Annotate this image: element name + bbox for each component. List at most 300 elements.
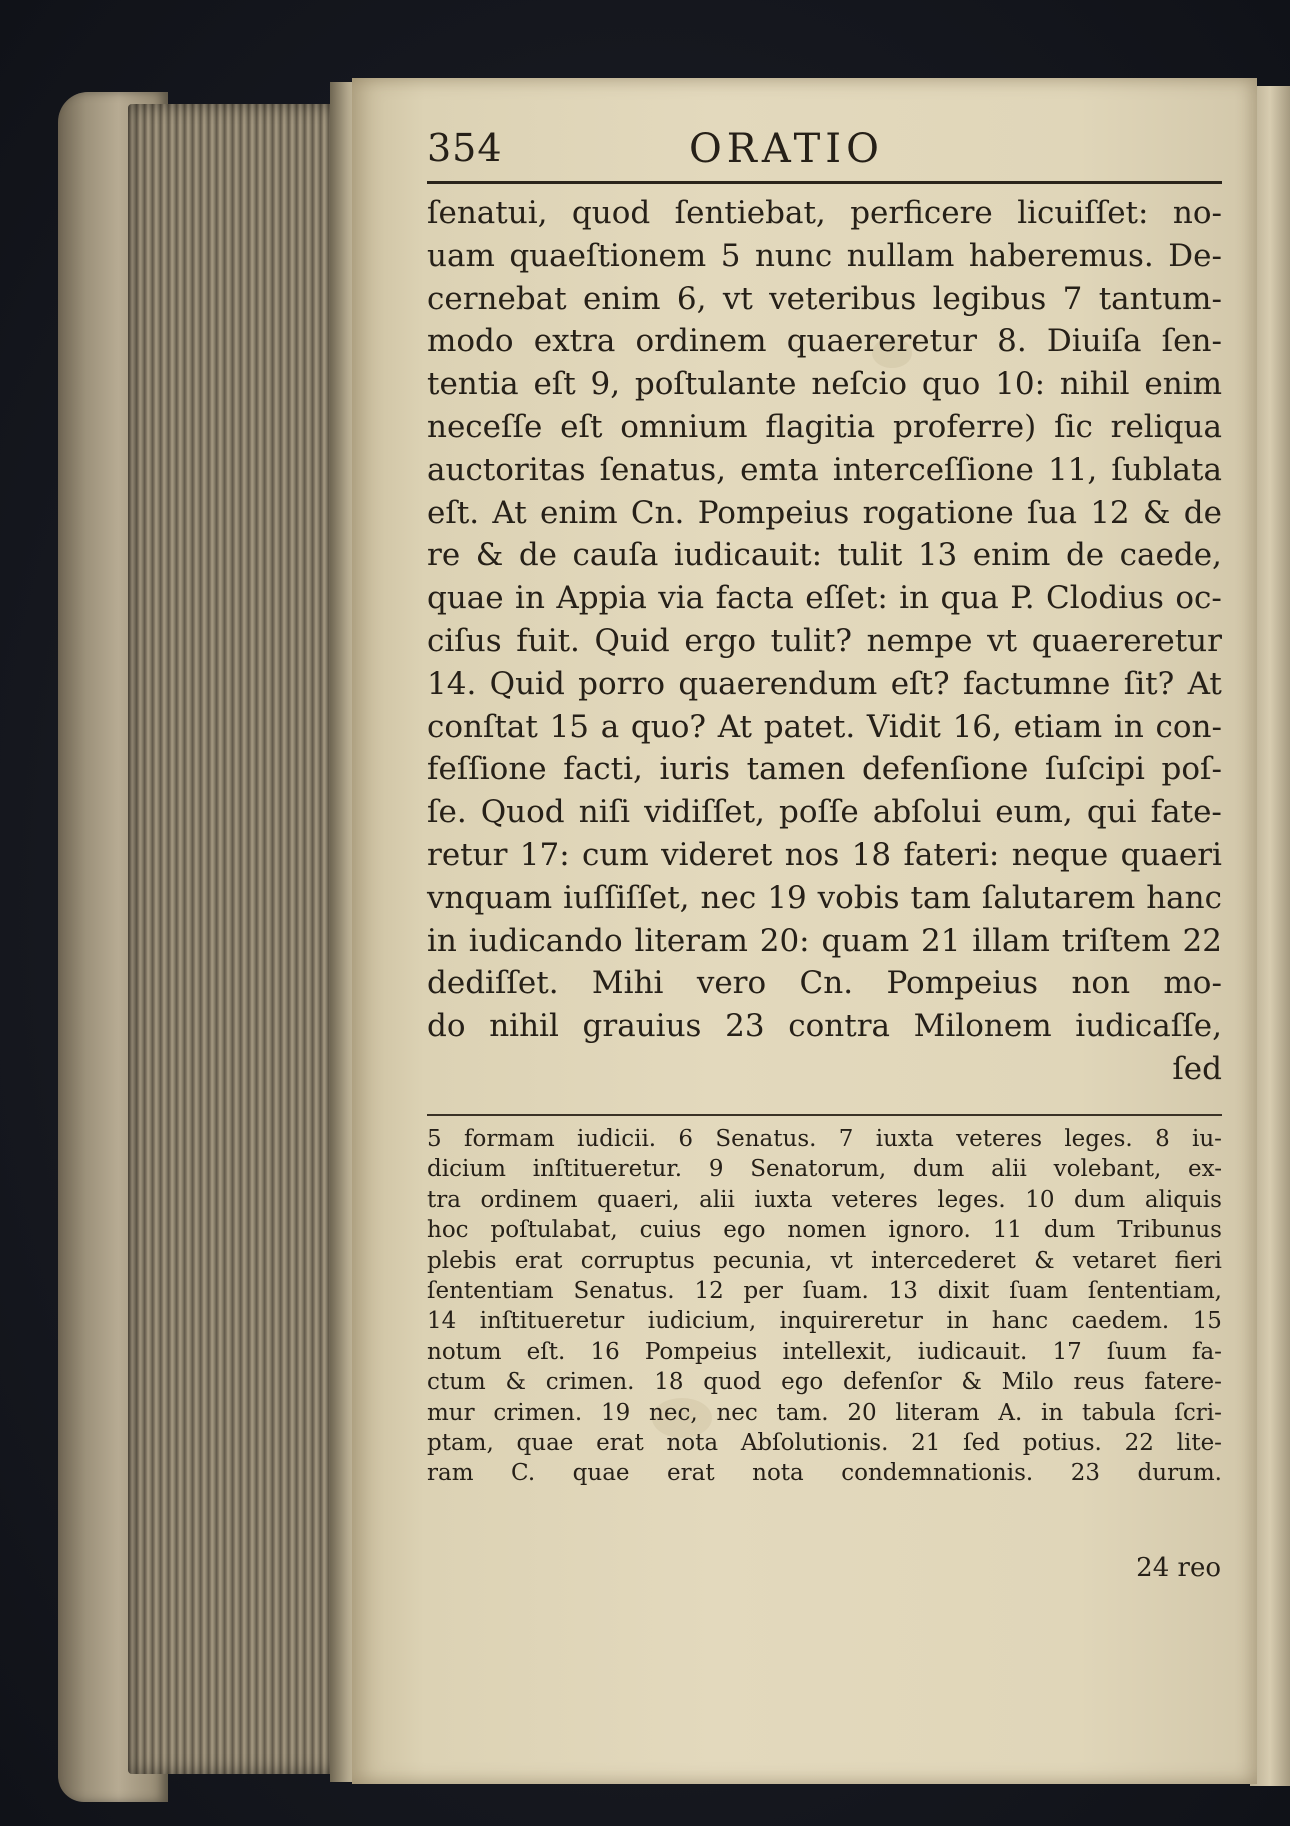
word: 9,	[590, 366, 621, 403]
word: nec	[700, 879, 757, 916]
word: poſtulabat,	[490, 1217, 618, 1244]
word: fatere-	[1144, 1369, 1222, 1396]
word: quod	[703, 1369, 762, 1396]
word: quae	[572, 1460, 630, 1487]
word: iudicando	[468, 922, 623, 959]
page-edges-stack	[128, 104, 346, 1774]
word: ſenatui,	[427, 195, 548, 231]
word: C.	[511, 1460, 536, 1487]
word: &	[505, 1369, 526, 1396]
word: perficere	[850, 195, 993, 231]
word: dum	[912, 1156, 965, 1183]
word: tam	[910, 879, 971, 916]
word: vero	[696, 965, 767, 1002]
word: triſtem	[1061, 922, 1171, 959]
text-line	[427, 449, 1222, 492]
text-line	[427, 1048, 1222, 1091]
word: formam	[463, 1126, 555, 1152]
word: nec,	[649, 1399, 698, 1426]
word: mo-	[1163, 965, 1222, 1002]
word: literam	[895, 1399, 980, 1426]
word: nota	[752, 1460, 804, 1487]
word: tamen	[746, 751, 846, 788]
word: erat	[667, 1460, 715, 1487]
word: iuxta	[875, 1126, 934, 1152]
word: re	[427, 537, 461, 574]
footnote-rule	[427, 1114, 1222, 1116]
text-line	[427, 492, 1222, 535]
word: erat	[514, 1247, 563, 1274]
word: nunc	[754, 237, 833, 274]
word: 12	[1090, 494, 1130, 531]
text-line	[427, 706, 1222, 749]
word: feſſione	[427, 751, 547, 788]
word: fa-	[1191, 1338, 1222, 1365]
word: facti,	[563, 751, 643, 788]
word: cum	[582, 836, 649, 873]
word: quaereretur	[786, 323, 977, 360]
word: in	[515, 580, 545, 617]
word: quo	[921, 366, 981, 403]
word: nec	[716, 1399, 758, 1426]
word: Vidit	[866, 708, 941, 745]
word: grauius	[582, 1008, 702, 1045]
word: inquireretur	[779, 1308, 923, 1335]
word: ſcri-	[1174, 1399, 1222, 1426]
word: condemnationis.	[841, 1460, 1034, 1487]
word: At	[717, 708, 753, 745]
word: 21	[911, 1429, 941, 1456]
word: inſtitueretur	[479, 1308, 625, 1335]
word: quaeri	[1120, 836, 1222, 873]
word: enim	[1144, 366, 1222, 403]
word: Appia	[556, 580, 647, 617]
word: volebant,	[1053, 1156, 1162, 1183]
word: 5	[720, 237, 741, 274]
word: Pompeius	[644, 1338, 758, 1365]
word: ex-	[1188, 1156, 1222, 1183]
word: tulit	[837, 537, 903, 574]
header-rule	[427, 181, 1222, 184]
word: inſtitueretur.	[532, 1156, 683, 1183]
word: tra	[427, 1186, 461, 1213]
word: quam	[821, 922, 910, 959]
word: 10:	[995, 366, 1046, 403]
word: niſi	[578, 794, 631, 831]
word: Quid	[594, 622, 670, 659]
word: poſſe	[778, 794, 859, 831]
word: ctum	[427, 1369, 486, 1396]
catchword: 24 reo	[1136, 1553, 1221, 1583]
word: proferre)	[893, 408, 1037, 445]
word: fate-	[1150, 794, 1222, 831]
word: intercederet	[871, 1247, 1016, 1274]
word: iuris	[659, 751, 731, 788]
word: Cn.	[799, 965, 854, 1002]
word: quod	[571, 195, 651, 231]
word: Pompeius	[697, 494, 850, 531]
word: ram	[427, 1460, 474, 1487]
word: crimen.	[545, 1369, 635, 1396]
word: dixit	[937, 1277, 990, 1304]
word: conſtat	[427, 708, 538, 745]
word: facta	[715, 580, 794, 617]
word: eſt	[560, 408, 603, 445]
word: contra	[788, 1008, 890, 1045]
word: nota	[666, 1429, 719, 1456]
text-line	[427, 877, 1222, 920]
word: vnquam	[427, 879, 553, 916]
word: auctoritas	[427, 451, 586, 488]
word: eſt.	[427, 494, 480, 531]
word: De-	[1168, 237, 1222, 274]
word: cauſa	[572, 537, 659, 574]
word: At	[492, 494, 527, 531]
word: ſentiebat,	[674, 195, 826, 231]
footnote-line	[427, 1154, 1222, 1184]
word: iu-	[1192, 1126, 1222, 1152]
word: iuxta	[754, 1186, 813, 1213]
word: illam	[972, 922, 1050, 959]
word: 8	[1155, 1126, 1170, 1152]
text-line	[427, 320, 1222, 363]
word: nihil	[1059, 366, 1130, 403]
word: durum.	[1137, 1460, 1222, 1487]
word: ſuam.	[802, 1277, 869, 1304]
footnote-line	[427, 1398, 1222, 1428]
word: ſententiam,	[1087, 1277, 1222, 1304]
word: a	[600, 708, 620, 745]
word: alii	[991, 1156, 1027, 1183]
word: veteres	[831, 1186, 918, 1213]
word: hanc	[1146, 879, 1222, 916]
word: 7	[1062, 280, 1083, 317]
word: 22	[1124, 1429, 1154, 1456]
word: 18	[654, 1369, 684, 1396]
footnote-line	[427, 1428, 1222, 1458]
word: ordinem	[635, 323, 767, 360]
word: iudicii.	[576, 1126, 657, 1152]
footnote-line	[427, 1367, 1222, 1397]
word: 6,	[676, 280, 707, 317]
word: ſen-	[1161, 323, 1222, 360]
word: in	[1041, 1399, 1064, 1426]
word: in	[899, 580, 930, 617]
word: de	[1065, 537, 1105, 574]
word: ſic	[1054, 408, 1093, 445]
word: quaerendum	[678, 665, 878, 702]
word: ſenatus,	[599, 451, 727, 488]
footnote-line	[427, 1246, 1222, 1276]
word: Senatorum,	[750, 1156, 887, 1183]
word: 11,	[1047, 451, 1098, 488]
footnote-line	[427, 1185, 1222, 1215]
word: non	[1071, 965, 1131, 1002]
word: 16,	[952, 708, 1002, 745]
word: iuſſiſſet,	[563, 879, 690, 916]
word: plebis	[427, 1247, 497, 1274]
word: ergo	[684, 622, 756, 659]
word: quae	[516, 1429, 574, 1456]
word: ſuam	[1009, 1277, 1069, 1304]
word: patet.	[763, 708, 856, 745]
word: porro	[578, 665, 665, 702]
text-line	[427, 1005, 1222, 1048]
footnote-line	[427, 1124, 1222, 1154]
word: cernebat	[427, 280, 567, 317]
word: rogatione	[862, 494, 1014, 531]
word: qua	[940, 580, 999, 617]
word: tabula	[1081, 1399, 1156, 1426]
word: ſua	[1027, 494, 1077, 531]
word: 12	[694, 1277, 724, 1304]
word: tantum-	[1098, 280, 1222, 317]
word: 15	[1192, 1308, 1222, 1335]
word: &	[1142, 494, 1171, 531]
word: ſit?	[1123, 665, 1175, 702]
word: con-	[1155, 708, 1222, 745]
word: reus	[1073, 1369, 1125, 1396]
word: crimen.	[493, 1399, 583, 1426]
text-line	[427, 406, 1222, 449]
word: Quid	[489, 665, 565, 702]
footnote-line	[427, 1276, 1222, 1306]
text-line	[427, 748, 1222, 791]
word: ego	[781, 1369, 824, 1396]
word: abſolui	[872, 794, 982, 831]
word: eum,	[995, 794, 1073, 831]
word: cuius	[639, 1217, 702, 1244]
word: 5	[427, 1126, 442, 1152]
word: vetaret	[1072, 1247, 1157, 1274]
footnote-line	[427, 1337, 1222, 1367]
word: quo?	[630, 708, 707, 745]
word: nos	[784, 836, 840, 873]
word: dediſſet.	[427, 965, 559, 1002]
word: neſcio	[811, 366, 908, 403]
text-line	[427, 663, 1222, 706]
word: tulit?	[770, 622, 852, 659]
text-line	[427, 534, 1222, 577]
word: Cn.	[630, 494, 685, 531]
word: vt	[987, 622, 1018, 659]
word: in	[427, 922, 457, 959]
word: neceſſe	[427, 408, 543, 445]
word: qui	[1086, 794, 1137, 831]
word: hoc	[427, 1217, 469, 1244]
text-line	[427, 577, 1222, 620]
word: quae	[427, 580, 504, 617]
word: extra	[533, 323, 616, 360]
word: lite-	[1176, 1429, 1222, 1456]
word: notum	[427, 1338, 502, 1365]
page-number: 354	[427, 126, 503, 170]
word: nomen	[787, 1217, 867, 1244]
word: modo	[427, 323, 514, 360]
word: licuiſſet:	[1017, 195, 1149, 231]
word: vt	[722, 280, 753, 317]
word: mur	[427, 1399, 475, 1426]
word: flagitia	[765, 408, 876, 445]
word: Tribunus	[1117, 1217, 1222, 1244]
word: Clodius	[1046, 580, 1164, 617]
word: 8.	[997, 323, 1027, 360]
word: ſalutarem	[981, 879, 1136, 916]
word: nihil	[489, 1008, 559, 1045]
word: defenſione	[861, 751, 1029, 788]
word: iudicaſſe,	[1075, 1008, 1222, 1045]
text-line	[427, 235, 1222, 278]
word: leges.	[1064, 1126, 1133, 1152]
word: ſublata	[1111, 451, 1222, 488]
word: ignoro.	[888, 1217, 971, 1244]
word: aliquis	[1144, 1186, 1222, 1213]
footnotes-block	[427, 1124, 1222, 1489]
word: erat	[596, 1429, 644, 1456]
text-line	[427, 834, 1222, 877]
word: Abſolutionis.	[740, 1429, 889, 1456]
word: Milo	[1001, 1369, 1054, 1396]
word: tentia	[427, 366, 519, 403]
word: iudicauit.	[917, 1338, 1028, 1365]
word: &	[1034, 1247, 1055, 1274]
word: intellexit,	[782, 1338, 893, 1365]
word: etiam	[1013, 708, 1103, 745]
text-line	[427, 278, 1222, 321]
word: videret	[661, 836, 773, 873]
text-line	[427, 363, 1222, 406]
word: 23	[725, 1008, 765, 1045]
word: ptam,	[427, 1429, 494, 1456]
word: ordinem	[480, 1186, 578, 1213]
word: emta	[740, 451, 819, 488]
word: uam	[427, 237, 495, 274]
word: leges.	[937, 1186, 1006, 1213]
word: quaeri,	[597, 1186, 680, 1213]
word: 6	[678, 1126, 694, 1152]
word: caede,	[1119, 537, 1222, 574]
word: caedem.	[1071, 1308, 1170, 1335]
word: enim	[582, 280, 661, 317]
word: 10	[1025, 1186, 1055, 1213]
word: Senatus.	[715, 1126, 817, 1152]
text-line	[427, 791, 1222, 834]
word: iudicauit:	[673, 537, 823, 574]
word: poſ-	[1161, 751, 1222, 788]
word: Mihi	[591, 965, 664, 1002]
text-line	[427, 962, 1222, 1005]
word: fateri:	[903, 836, 1000, 873]
word: vidiſſet,	[644, 794, 765, 831]
word: P.	[1010, 580, 1035, 617]
word: in	[946, 1308, 969, 1335]
word: ego	[723, 1217, 766, 1244]
word: 13	[917, 537, 958, 574]
word: neque	[1011, 836, 1109, 873]
word: eſt?	[890, 665, 950, 702]
word: ſe.	[427, 794, 467, 831]
word: de	[1183, 494, 1222, 531]
word: Diuiſa	[1046, 323, 1142, 360]
word: 20	[847, 1399, 877, 1426]
word: Quod	[480, 794, 565, 831]
word: A.	[998, 1399, 1023, 1426]
word: 13	[888, 1277, 918, 1304]
word: 19	[767, 879, 807, 916]
word: 21	[921, 922, 961, 959]
footnote-line	[427, 1458, 1222, 1488]
word: veteres	[956, 1126, 1043, 1152]
word: 20:	[759, 922, 810, 959]
word: 19	[600, 1399, 631, 1426]
word: enim	[539, 494, 618, 531]
book-page	[352, 78, 1257, 1784]
word: de	[518, 537, 558, 574]
word: vobis	[817, 879, 900, 916]
word: ſuum	[1106, 1338, 1167, 1365]
word: dum	[1043, 1217, 1096, 1244]
word: do	[427, 1008, 466, 1045]
word: dum	[1073, 1186, 1126, 1213]
word: 14.	[427, 665, 477, 702]
word: 17:	[519, 836, 570, 873]
word: 11	[992, 1217, 1023, 1244]
footnote-line	[427, 1306, 1222, 1336]
word: 16	[590, 1338, 620, 1365]
word: in	[1113, 708, 1144, 745]
word: eſſet:	[805, 580, 888, 617]
word: &	[475, 537, 504, 574]
word: per	[743, 1277, 783, 1304]
word: 7	[838, 1126, 854, 1152]
word: veteribus	[769, 280, 917, 317]
page-header	[427, 126, 1207, 186]
word: ciſus	[427, 622, 502, 659]
text-line	[427, 620, 1222, 663]
word: corruptus	[580, 1247, 695, 1274]
footnote-line	[427, 1215, 1222, 1245]
word: ſententiam	[427, 1277, 554, 1304]
word: interceſſione	[832, 451, 1034, 488]
word: literam	[634, 922, 748, 959]
word: factumne	[962, 665, 1111, 702]
text-line	[427, 920, 1222, 963]
word: omnium	[620, 408, 748, 445]
word: 18	[851, 836, 892, 873]
word: quaereretur	[1031, 622, 1222, 659]
word: nempe	[866, 622, 973, 659]
word: vt	[830, 1247, 853, 1274]
word: fuit.	[516, 622, 580, 659]
word: poſtulante	[634, 366, 797, 403]
word: Milonem	[913, 1008, 1052, 1045]
word: pecunia,	[713, 1247, 813, 1274]
word: ſed	[963, 1429, 1001, 1456]
word: 23	[1070, 1460, 1101, 1487]
word: enim	[972, 537, 1051, 574]
word: eſt.	[526, 1338, 566, 1365]
word: legibus	[932, 280, 1047, 317]
word: iudicium,	[647, 1308, 757, 1335]
word: 17	[1052, 1338, 1082, 1365]
word: hanc	[991, 1308, 1049, 1335]
main-text-block	[427, 192, 1222, 1091]
word: ſed	[1172, 1050, 1222, 1087]
word: quaeſtionem	[509, 237, 707, 274]
word: potius.	[1022, 1429, 1102, 1456]
word: fieri	[1174, 1247, 1222, 1274]
word: haberemus.	[968, 237, 1154, 274]
